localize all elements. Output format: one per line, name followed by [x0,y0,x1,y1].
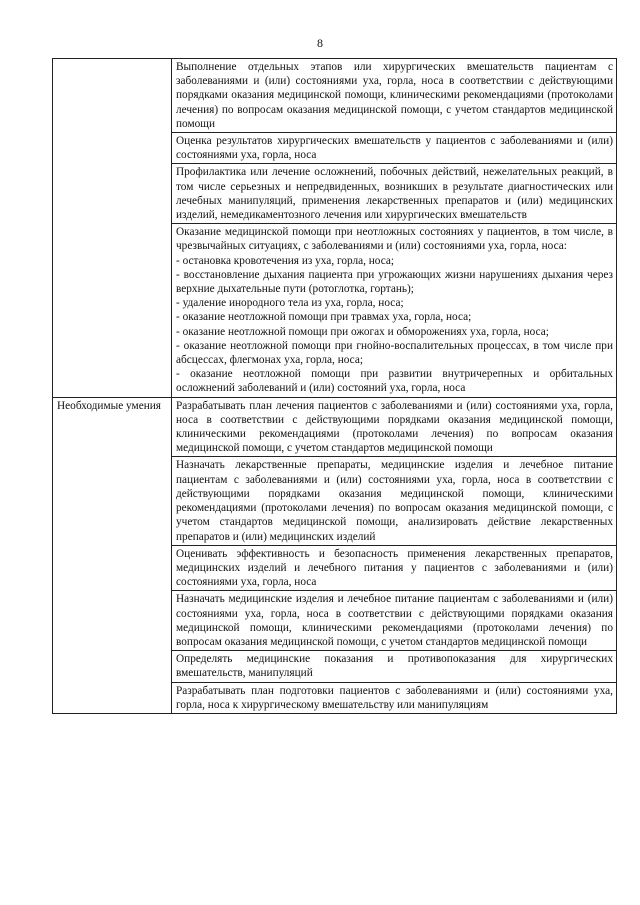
list-item: - оказание неотложной помощи при развитии внутричерепных и орбитальных осложнений заболеваний и (или) состояний уха, горла, носа [176,368,613,395]
list-item: - оказание неотложной помощи при ожогах и обморожениях уха, горла, носа; [176,325,549,338]
table-cell: Оценивать эффективность и безопасность применения лекарственных препаратов, медицинских изделий и лечебного питания у пациентов с заболеваниями и (или) состояниями уха, горла, носа [172,545,617,591]
table-row [53,59,617,133]
table-cell: Оценка результатов хирургических вмешательств у пациентов с заболеваниями и (или) состояниями уха, горла, носа [172,133,617,164]
list-item: - удаление инородного тела из уха, горла, носа; [176,297,404,310]
table-row [53,397,617,457]
list-item: - оказание неотложной помощи при травмах уха, горла, носа; [176,311,472,324]
section-label: Необходимые умения [53,397,172,713]
requirements-table [52,58,617,714]
table-cell: Разрабатывать план лечения пациентов с заболеваниями и (или) состояниями уха, горла, носа в соответствии с действующими порядками оказания медицинской помощи, клиническими рекомендациями (протоколами лечения) по вопросам оказания медицинской помощи, с учетом стандартов медицинской помощи [172,397,617,457]
table-cell: Назначать медицинские изделия и лечебное питание пациентам с заболеваниями и (или) состояниями уха, горла, носа в соответствии с действующими порядками оказания медицинской помощи, клиническими рекомендациями (протоколами лечения) по вопросам оказания медицинской помощи, с учетом стандартов медицинской помощи [172,591,617,651]
table-cell: Выполнение отдельных этапов или хирургических вмешательств пациентам с заболеваниями и (или) состояниями уха, горла, носа в соответствии с действующими порядками оказания медицинской помощи, клиническими рекомендациями (протоколами лечения) по вопросам оказания медицинской помощи, с учетом стандартов медицинской помощи [172,59,617,133]
list-item: - оказание неотложной помощи при гнойно-воспалительных процессах, в том числе при абсцессах, флегмонах уха, горла, носа; [176,339,613,367]
page-number: 8 [317,36,323,50]
table-cell: Назначать лекарственные препараты, медицинские изделия и лечебное питание пациентам с заболеваниями и (или) состояниями уха, горла, носа в соответствии с действующими порядками оказания медицинской помощи, клиническими рекомендациями (протоколами лечения) по вопросам оказания медицинской помощи, с учетом стандартов медицинской помощи, анализировать действие лекарственных препаратов и (или) медицинских изделий [172,457,617,545]
table-cell-emergency-list [172,224,617,397]
section-label-cell-empty [53,59,172,398]
table-cell: Определять медицинские показания и противопоказания для хирургических вмешательств, манипуляций [172,651,617,682]
list-intro: Оказание медицинской помощи при неотложных состояниях у пациентов, в том числе, в чрезвычайных ситуациях, с заболеваниями и (или) состояниями уха, горла, носа: [176,226,613,253]
list-item: - восстановление дыхания пациента при угрожающих жизни нарушениях дыхания через верхние дыхательные пути (ротоглотка, гортань); [176,268,613,296]
list-item: - остановка кровотечения из уха, горла, носа; [176,254,395,267]
table-cell: Профилактика или лечение осложнений, побочных действий, нежелательных реакций, в том числе серьезных и непредвиденных, возникших в результате диагностических или лечебных манипуляций, применения лекарственных препаратов и (или) медицинских изделий, немедикаментозного лечения или хирургических вмешательств [172,164,617,224]
table-cell: Разрабатывать план подготовки пациентов с заболеваниями и (или) состояниями уха, горла, носа к хирургическому вмешательству или манипуляциям [172,682,617,713]
